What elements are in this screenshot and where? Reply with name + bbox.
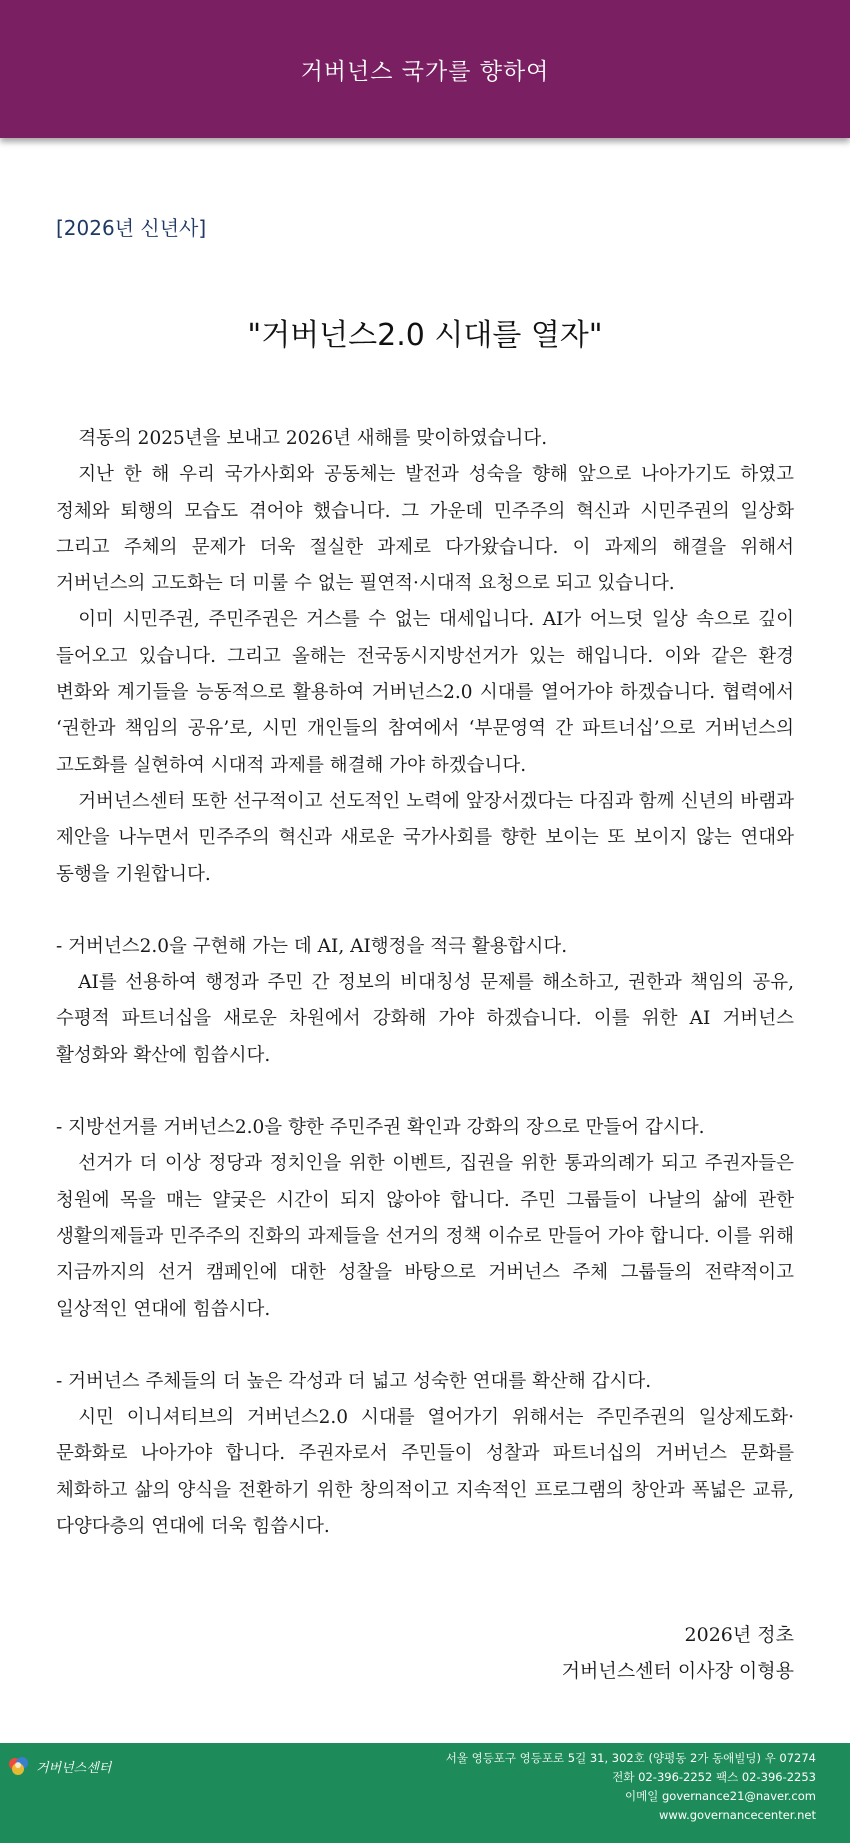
header-title: 거버넌스 국가를 향하여 — [300, 58, 550, 85]
section-heading: - 거버넌스2.0을 구현해 가는 데 AI, AI행정을 적극 활용합시다. — [56, 935, 568, 957]
signature-block — [562, 1617, 794, 1689]
section-text: 선거가 더 이상 정당과 정치인을 위한 이벤트, 집권을 위한 통과의례가 되고 주권자들은 청원에 목을 매는 얄궂은 시간이 되지 않아야 합니다. 주민 그룹들이 나날의 삶에 관한 생활의제들과 민주주의 진화의 과제들을 선거의 정책 이슈로 만들어 가야 합니다. 이를 위해 지금까지의 선거 캠페인에 대한 성찰을 바탕으로 거버넌스 주체 그룹들의 전략적이고 일상적인 연대에 힘씁시다. — [56, 1153, 794, 1320]
footer-logo[interactable] — [6, 1754, 111, 1778]
contact-info — [446, 1749, 816, 1825]
logo-icon — [6, 1754, 32, 1778]
footer — [0, 1743, 850, 1843]
letter-body — [56, 421, 794, 1545]
section-heading: - 거버넌스 주체들의 더 높은 각성과 더 넓고 성숙한 연대를 확산해 갑시다. — [56, 1370, 652, 1392]
page-title: "거버넌스2.0 시대를 열자" — [247, 318, 603, 353]
paragraph: 격동의 2025년을 보내고 2026년 새해를 맞이하였습니다. — [78, 428, 548, 449]
section-text: AI를 선용하여 행정과 주민 간 정보의 비대칭성 문제를 해소하고, 권한과 책임의 공유, 수평적 파트너십을 새로운 차원에서 강화해 가야 하겠습니다. 이를 위한 AI 거버넌스 활성화와 확산에 힘씁시다. — [56, 972, 794, 1066]
header-banner — [0, 0, 850, 138]
footer-phone: 전화 02-396-2252 팩스 02-396-2253 — [612, 1770, 816, 1784]
signature-date: 2026년 정초 — [684, 1624, 794, 1646]
signature-author: 거버넌스센터 이사장 이형용 — [561, 1660, 794, 1682]
section-text: 시민 이니셔티브의 거버넌스2.0 시대를 열어가기 위해서는 주민주권의 일상제도화·문화화로 나아가야 합니다. 주권자로서 주민들이 성찰과 파트너십의 거버넌스 문화를 체화하고 삶의 양식을 전환하기 위한 창의적이고 지속적인 프로그램의 창안과 폭넓은 교류, 다양다층의 연대에 더욱 힘씁시다. — [56, 1407, 794, 1538]
paragraph: 지난 한 해 우리 국가사회와 공동체는 발전과 성숙을 향해 앞으로 나아가기도 하였고 정체와 퇴행의 모습도 겪어야 했습니다. 그 가운데 민주주의 혁신과 시민주권의 일상화 그리고 주체의 문제가 더욱 절실한 과제로 다가왔습니다. 이 과제의 해결을 위해서 거버넌스의 고도화는 더 미룰 수 없는 필연적·시대적 요청으로 되고 있습니다. — [56, 464, 794, 595]
footer-website[interactable]: www.governancecenter.net — [658, 1808, 816, 1822]
logo-text: 거버넌스센터 — [36, 1760, 112, 1776]
paragraph: 거버넌스센터 또한 선구적이고 선도적인 노력에 앞장서겠다는 다짐과 함께 신년의 바램과 제안을 나누면서 민주주의 혁신과 새로운 국가사회를 향한 보이는 또 보이지 않는 연대와 동행을 기원합니다. — [56, 790, 794, 885]
footer-address: 서울 영등포구 영등포로 5길 31, 302호 (양평동 2가 동애빌딩) 우 07274 — [445, 1751, 816, 1765]
footer-email[interactable]: 이메일 governance21@naver.com — [625, 1789, 816, 1803]
section-heading: - 지방선거를 거버넌스2.0을 향한 주민주권 확인과 강화의 장으로 만들어 갑시다. — [56, 1117, 705, 1139]
kicker-label: [2026년 신년사] — [56, 216, 207, 240]
paragraph: 이미 시민주권, 주민주권은 거스를 수 없는 대세입니다. AI가 어느덧 일상 속으로 깊이 들어오고 있습니다. 그리고 올해는 전국동시지방선거가 있는 해입니다. 이와 같은 환경 변화와 계기들을 능동적으로 활용하여 거버넌스2.0 시대를 열어가야 하겠습니다. 협력에서 ‘권한과 책임의 공유’로, 시민 개인들의 참여에서 ‘부문영역 간 파트너십’으로 거버넌스의 고도화를 실현하여 시대적 과제를 해결해 가야 하겠습니다. — [56, 609, 794, 776]
